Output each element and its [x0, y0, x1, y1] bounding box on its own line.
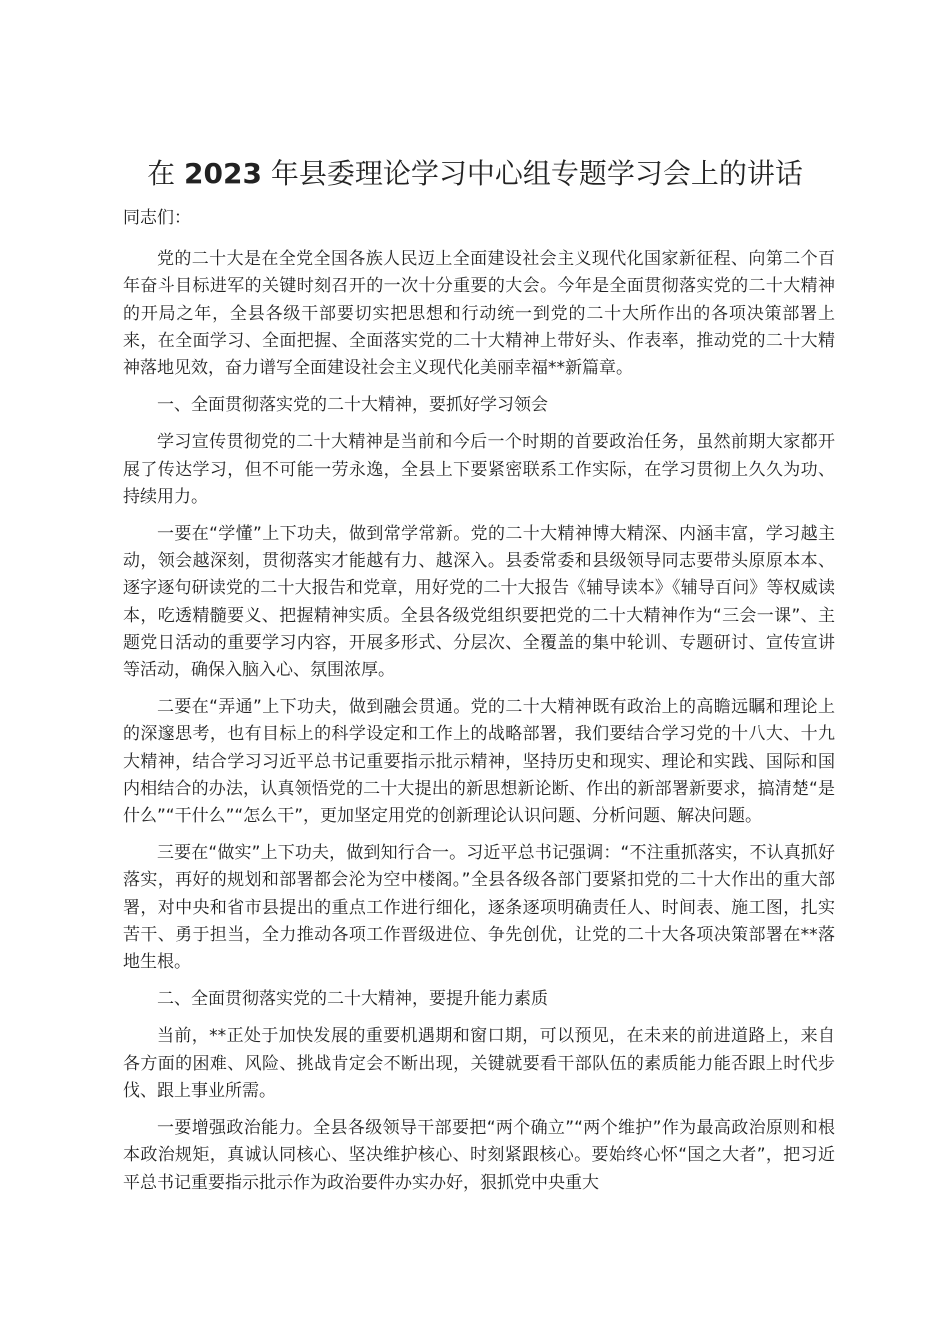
- paragraph: 一要增强政治能力。全县各级领导干部要把“两个确立”“两个维护”作为最高政治原则和根本政治规矩，真诚认同核心、坚决维护核心、时刻紧跟核心。要始终心怀“国之大者”，把习近平总书记重要指示批示作为政治要件办实办好，狠抓党中央重大: [123, 1118, 835, 1193]
- paragraph: 二要在“弄通”上下功夫，做到融会贯通。党的二十大精神既有政治上的高瞻远瞩和理论上的深邃思考，也有目标上的科学设定和工作上的战略部署，我们要结合学习党的十八大、十九大精神，结合学习习近平总书记重要指示批示精神，坚持历史和现实、理论和实践、国际和国内相结合的办法，认真领悟党的二十大提出的新思想新论断、作出的新部署新要求，搞清楚“是什么”“干什么”“怎么干”，更加坚定用党的创新理论认识问题、分析问题、解决问题。: [123, 697, 835, 827]
- title-prefix: 在: [147, 157, 185, 190]
- title-year: 2023: [184, 157, 262, 190]
- paragraph-intro: 党的二十大是在全党全国各族人民迈上全面建设社会主义现代化国家新征程、向第二个百年奋斗目标进军的关键时刻召开的一次十分重要的大会。今年是全面贯彻落实党的二十大精神的开局之年，全县各级干部要切实把思想和行动统一到党的二十大所作出的各项决策部署上来，在全面学习、全面把握、全面落实党的二十大精神上带好头、作表率，推动党的二十大精神落地见效，奋力谱写全面建设社会主义现代化美丽幸福**新篇章。: [123, 249, 835, 379]
- paragraph: 学习宣传贯彻党的二十大精神是当前和今后一个时期的首要政治任务，虽然前期大家都开展了传达学习，但不可能一劳永逸，全县上下要紧密联系工作实际，在学习贯彻上久久为功、持续用力。: [123, 432, 835, 507]
- paragraph: 三要在“做实”上下功夫，做到知行合一。习近平总书记强调：“不注重抓落实，不认真抓好落实，再好的规划和部署都会沦为空中楼阁。”全县各级各部门要紧扣党的二十大作出的重大部署，对中央和省市县提出的重点工作进行细化，逐条逐项明确责任人、时间表、施工图，扎实苦干、勇于担当，全力推动各项工作晋级进位、争先创优，让党的二十大各项决策部署在**落地生根。: [123, 843, 835, 973]
- section-heading-2: 二、全面贯彻落实党的二十大精神，要提升能力素质: [157, 989, 548, 1010]
- paragraph: 一要在“学懂”上下功夫，做到常学常新。党的二十大精神博大精深、内涵丰富，学习越主动，领会越深刻，贯彻落实才能越有力、越深入。县委常委和县级领导同志要带头原原本本、逐字逐句研读党的二十大报告和党章，用好党的二十大报告《辅导读本》《辅导百问》等权威读本，吃透精髓要义、把握精神实质。全县各级党组织要把党的二十大精神作为“三会一课”、主题党日活动的重要学习内容，开展多形式、分层次、全覆盖的集中轮训、专题研讨、宣传宣讲等活动，确保入脑入心、氛围浓厚。: [123, 524, 835, 681]
- title-suffix: 年县委理论学习中心组专题学习会上的讲话: [261, 157, 803, 190]
- paragraph: 当前，**正处于加快发展的重要机遇期和窗口期，可以预见，在未来的前进道路上，来自各方面的困难、风险、挑战肯定会不断出现，关键就要看干部队伍的素质能力能否跟上时代步伐、跟上事业所需。: [123, 1026, 835, 1101]
- section-heading-1: 一、全面贯彻落实党的二十大精神，要抓好学习领会: [157, 395, 548, 416]
- salutation: 同志们：: [123, 208, 191, 228]
- document-body: [123, 205, 835, 1207]
- document-title: [0, 150, 950, 198]
